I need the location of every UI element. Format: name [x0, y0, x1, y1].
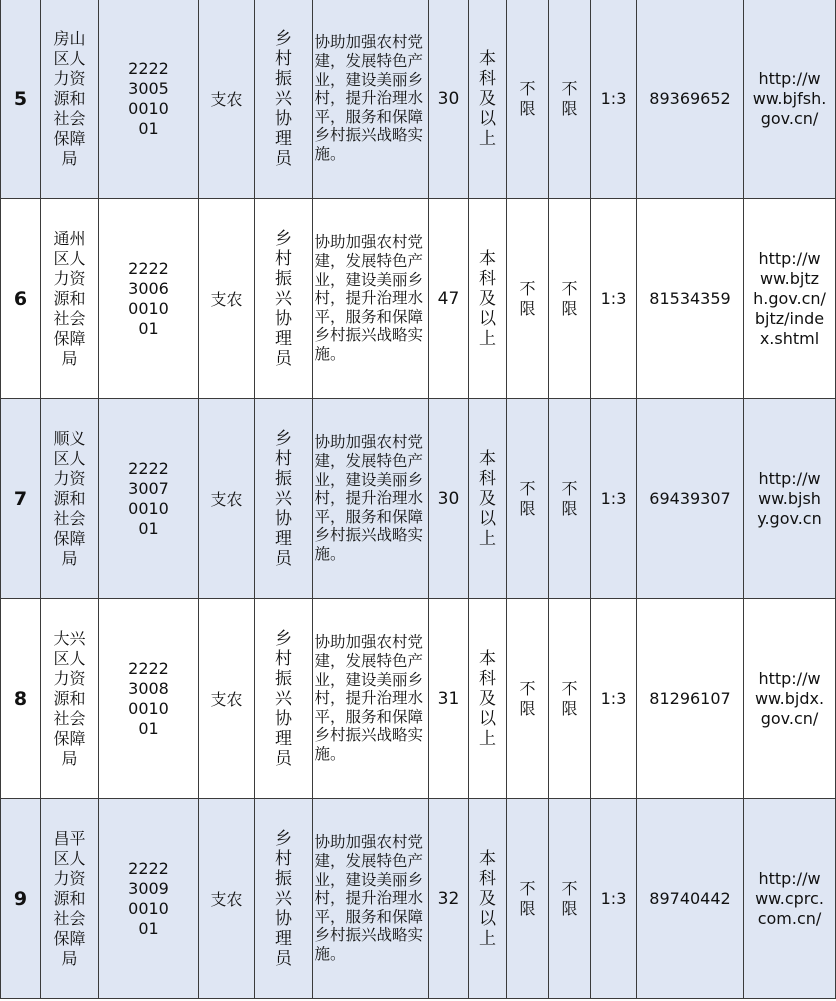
website-cell[interactable]	[744, 599, 836, 799]
website-link[interactable]: http://www.bjtzh.gov.cn/bjtz/index.shtml	[753, 248, 826, 348]
unit-cell: 昌平区人力资源和社会保障局	[41, 799, 99, 999]
row-number: 8	[1, 599, 41, 799]
ratio-cell: 1:3	[591, 0, 637, 199]
major-cell: 不限	[507, 599, 549, 799]
position-name-cell: 乡村振兴协理员	[255, 399, 313, 599]
position-code-cell: 22223008001001	[99, 599, 199, 799]
major-cell: 不限	[507, 399, 549, 599]
position-code-cell: 22223007001001	[99, 399, 199, 599]
other-requirement-cell: 不限	[549, 599, 591, 799]
other-requirement-cell: 不限	[549, 799, 591, 999]
table-row	[1, 0, 836, 199]
table-row	[1, 599, 836, 799]
website-cell[interactable]	[744, 799, 836, 999]
position-code-cell: 22223009001001	[99, 799, 199, 999]
category-cell: 支农	[199, 799, 255, 999]
major-cell: 不限	[507, 199, 549, 399]
duty-cell: 协助加强农村党建，发展特色产业，建设美丽乡村，提升治理水平，服务和保障乡村振兴战略实施。	[313, 799, 429, 999]
unit-cell: 顺义区人力资源和社会保障局	[41, 399, 99, 599]
count-cell: 30	[429, 0, 469, 199]
position-code-cell: 22223005001001	[99, 0, 199, 199]
row-number: 7	[1, 399, 41, 599]
phone-cell: 81534359	[637, 199, 744, 399]
phone-cell: 81296107	[637, 599, 744, 799]
position-name-cell: 乡村振兴协理员	[255, 0, 313, 199]
education-cell: 本科及以上	[469, 399, 507, 599]
education-cell: 本科及以上	[469, 599, 507, 799]
count-cell: 47	[429, 199, 469, 399]
unit-cell: 房山区人力资源和社会保障局	[41, 0, 99, 199]
other-requirement-cell: 不限	[549, 399, 591, 599]
phone-cell: 89740442	[637, 799, 744, 999]
row-number: 5	[1, 0, 41, 199]
website-link[interactable]: http://www.cprc.com.cn/	[755, 868, 824, 928]
category-cell: 支农	[199, 599, 255, 799]
count-cell: 30	[429, 399, 469, 599]
website-link[interactable]: http://www.bjshy.gov.cn	[757, 468, 822, 528]
other-requirement-cell: 不限	[549, 199, 591, 399]
major-cell: 不限	[507, 799, 549, 999]
unit-cell: 大兴区人力资源和社会保障局	[41, 599, 99, 799]
ratio-cell: 1:3	[591, 399, 637, 599]
table-row	[1, 399, 836, 599]
website-link[interactable]: http://www.bjfsh.gov.cn/	[752, 68, 827, 128]
phone-cell: 89369652	[637, 0, 744, 199]
category-cell: 支农	[199, 0, 255, 199]
phone-cell: 69439307	[637, 399, 744, 599]
table-body	[1, 0, 836, 999]
ratio-cell: 1:3	[591, 199, 637, 399]
duty-cell: 协助加强农村党建，发展特色产业，建设美丽乡村，提升治理水平，服务和保障乡村振兴战略实施。	[313, 0, 429, 199]
position-name-cell: 乡村振兴协理员	[255, 799, 313, 999]
position-name-cell: 乡村振兴协理员	[255, 599, 313, 799]
category-cell: 支农	[199, 399, 255, 599]
row-number: 6	[1, 199, 41, 399]
category-cell: 支农	[199, 199, 255, 399]
position-code-cell: 22223006001001	[99, 199, 199, 399]
count-cell: 32	[429, 799, 469, 999]
website-link[interactable]: http://www.bjdx.gov.cn/	[754, 668, 825, 728]
unit-cell: 通州区人力资源和社会保障局	[41, 199, 99, 399]
website-cell[interactable]	[744, 199, 836, 399]
education-cell: 本科及以上	[469, 799, 507, 999]
row-number: 9	[1, 799, 41, 999]
position-name-cell: 乡村振兴协理员	[255, 199, 313, 399]
ratio-cell: 1:3	[591, 599, 637, 799]
other-requirement-cell: 不限	[549, 0, 591, 199]
duty-cell: 协助加强农村党建，发展特色产业，建设美丽乡村，提升治理水平，服务和保障乡村振兴战略实施。	[313, 399, 429, 599]
ratio-cell: 1:3	[591, 799, 637, 999]
major-cell: 不限	[507, 0, 549, 199]
table-row	[1, 199, 836, 399]
education-cell: 本科及以上	[469, 199, 507, 399]
website-cell[interactable]	[744, 0, 836, 199]
table-row	[1, 799, 836, 999]
duty-cell: 协助加强农村党建，发展特色产业，建设美丽乡村，提升治理水平，服务和保障乡村振兴战略实施。	[313, 599, 429, 799]
count-cell: 31	[429, 599, 469, 799]
education-cell: 本科及以上	[469, 0, 507, 199]
duty-cell: 协助加强农村党建，发展特色产业，建设美丽乡村，提升治理水平，服务和保障乡村振兴战略实施。	[313, 199, 429, 399]
website-cell[interactable]	[744, 399, 836, 599]
